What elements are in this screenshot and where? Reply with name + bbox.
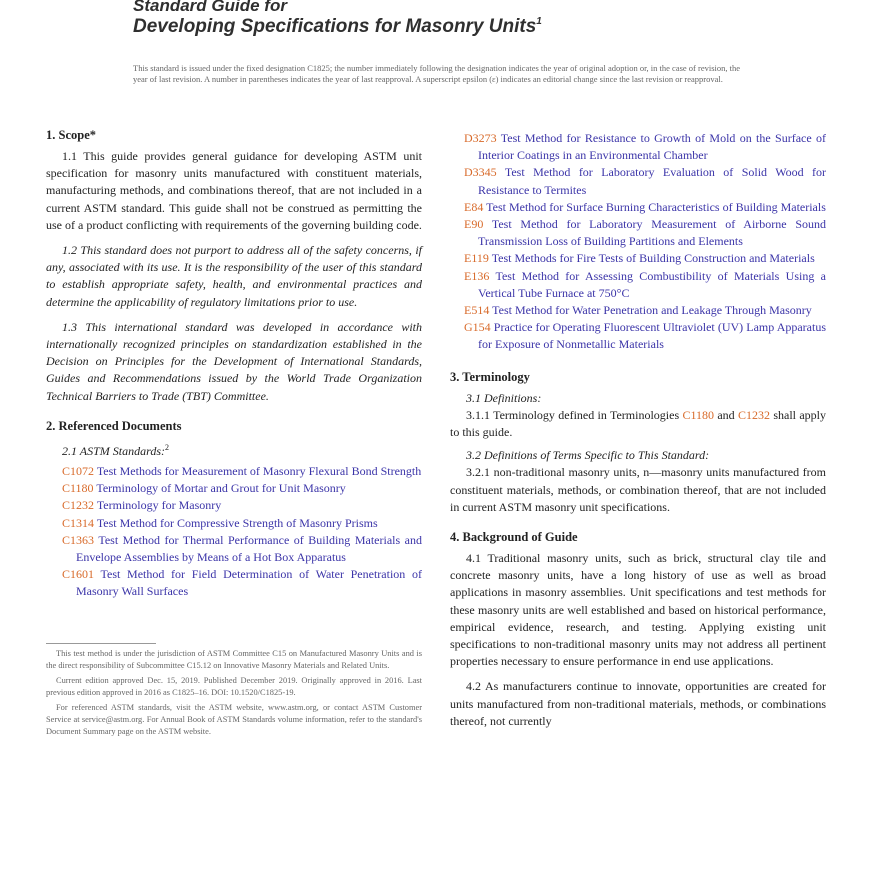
ref-item[interactable] (464, 130, 826, 164)
ref-code[interactable]: E136 (464, 268, 490, 283)
designation-note: This standard is issued under the fixed designation C1825; the number immediately following the designation indicates the year of original adoption or, in the case of revision, the year of last revision. A number in parentheses indicates the year of last reapproval. A superscript epsilon (ε) indicates an editorial change since the last revision or reapproval. (133, 63, 741, 85)
footnote-1-edition: Current edition approved Dec. 15, 2019. Published December 2019. Originally approved in 2016. Last previous edition approved in 2016 as C1825–16. DOI: 10.1520/C1825-19. (46, 675, 422, 697)
ref-code[interactable]: C1072 (62, 464, 95, 479)
scope-paragraph-2: 1.2 This standard does not purport to address all of the safety concerns, if any, associated with its use. It is the responsibility of the user of this standard to establish appropriate safety, health, and environmental practices and determine the applicability of regulatory limitations prior to use. (46, 243, 422, 309)
scope-paragraph-1: 1.1 This guide provides general guidance for developing ASTM unit specification for masonry units manufactured with constituent materials, manufacturing methods, and combinations thereof, that are not included in a current ASTM standard. This guide shall not be construed as permitting the use of a product conflicting with requirements of the governing building code. (46, 149, 422, 232)
ref-item[interactable] (464, 302, 826, 319)
ref-title[interactable]: Test Methods for Fire Tests of Building Construction and Materials (491, 251, 815, 266)
scope-paragraph-3: 1.3 This international standard was developed in accordance with internationally recognized principles on standardization established in the Decision on Principles for the Development of International Standards, Guides and Recommendations issued by the World Trade Organization Technical Barriers to Trade (TBT) Committee. (46, 319, 422, 403)
ref-title[interactable]: Practice for Operating Fluorescent Ultraviolet (UV) Lamp Apparatus for Exposure of Nonmetallic Materials (478, 320, 827, 352)
title-footnote-marker: 1 (536, 15, 542, 27)
ref-item[interactable] (62, 463, 422, 480)
ref-title[interactable]: Test Method for Laboratory Evaluation of Solid Wood for Resistance to Termites (478, 165, 826, 197)
ref-code[interactable]: E90 (464, 217, 484, 232)
terminology-link-c1180[interactable]: C1180 (682, 407, 715, 422)
ref-item[interactable] (62, 480, 422, 497)
ref-code[interactable]: E119 (464, 251, 489, 266)
ref-code[interactable]: E514 (464, 303, 490, 318)
ref-item[interactable] (464, 216, 826, 250)
ref-title[interactable]: Test Methods for Measurement of Masonry Flexural Bond Strength (96, 464, 422, 479)
footnote-2: For referenced ASTM standards, visit the ASTM website, www.astm.org, or contact ASTM Customer Service at service@astm.org. For Annual Book of ASTM Standards volume information, refer to the standard's Document Summary page on the ASTM website. (46, 702, 422, 736)
ref-code[interactable]: C1232 (62, 498, 95, 513)
astm-standards-sup: 2 (165, 442, 170, 452)
terminology-paragraph-321: 3.2.1 non-traditional masonry units, n—masonry units manufactured from constituent materials, methods, or combination thereof, that are not included in current ASTM masonry unit specifications. (450, 465, 826, 514)
ref-code[interactable]: C1180 (62, 481, 94, 496)
right-column (450, 130, 826, 738)
terminology-link-c1232[interactable]: C1232 (738, 407, 771, 422)
ref-item[interactable] (62, 497, 422, 514)
terminology-311-mid: and (714, 407, 739, 422)
ref-code[interactable]: D3273 (464, 131, 497, 145)
astm-standards-label (62, 439, 422, 460)
ref-code[interactable]: C1363 (62, 532, 95, 547)
title-line-1: Standard Guide for (133, 0, 287, 15)
background-paragraph-1: 4.1 Traditional masonry units, such as brick, structural clay tile and concrete masonry units, have a long history of use as well as broad applications in masonry assemblies. Unit specifications and test methods for these masonry units are well established and based on historical performance, empirical evidence, research, and testing. Applying existing unit specifications to non-traditional masonry units may not address all pertinent properties necessary to ensure performance in end use applications. (450, 551, 826, 669)
terminology-311-pre: 3.1.1 Terminology defined in Terminologies (466, 407, 683, 422)
ref-code[interactable]: C1601 (62, 567, 95, 582)
ref-title[interactable]: Test Method for Field Determination of Water Penetration of Masonry Wall Surfaces (76, 567, 422, 599)
ref-item[interactable] (464, 319, 826, 353)
ref-item[interactable] (62, 566, 422, 600)
ref-title[interactable]: Test Method for Thermal Performance of Building Materials and Envelope Assemblies by Means of a Hot Box Apparatus (76, 532, 422, 565)
ref-title[interactable]: Terminology for Masonry (96, 498, 222, 513)
footnote-divider (46, 643, 156, 644)
ref-item[interactable] (464, 164, 826, 198)
ref-code[interactable]: G154 (464, 320, 491, 335)
ref-code[interactable]: E84 (464, 199, 484, 214)
ref-item[interactable] (62, 515, 422, 532)
ref-item[interactable] (62, 532, 422, 566)
section-referenced-heading: 2. Referenced Documents (46, 418, 182, 433)
section-scope-heading: 1. Scope* (46, 128, 96, 142)
ref-item[interactable] (464, 268, 826, 302)
ref-title[interactable]: Test Method for Laboratory Measurement of Airborne Sound Transmission Loss of Building Partitions and Elements (478, 217, 826, 249)
section-background-heading: 4. Background of Guide (450, 530, 578, 545)
ref-title[interactable]: Test Method for Surface Burning Characteristics of Building Materials (486, 199, 826, 214)
title-block (133, 0, 753, 37)
left-column (46, 128, 422, 741)
section-terminology-heading: 3. Terminology (450, 369, 530, 384)
title-line-2: Developing Specifications for Masonry Units (133, 15, 537, 37)
terminology-specific-terms: 3.2 Definitions of Terms Specific to This Standard: (466, 448, 710, 463)
ref-title[interactable]: Test Method for Assessing Combustibility of Materials Using a Vertical Tube Furnace at 750°C (478, 268, 826, 300)
astm-standards-text: 2.1 ASTM Standards: (62, 443, 166, 458)
ref-code[interactable]: C1314 (62, 515, 95, 530)
document-title (133, 16, 753, 38)
ref-title[interactable]: Test Method for Resistance to Growth of Mold on the Surface of Interior Coatings in an Environmental Chamber (478, 131, 826, 163)
ref-code[interactable]: D3345 (464, 165, 497, 180)
footnote-1: This test method is under the jurisdiction of ASTM Committee C15 on Manufactured Masonry Units and is the direct responsibility of Subcommittee C15.12 on Innovative Masonry Materials and Related Units. (46, 648, 422, 670)
ref-title[interactable]: Test Method for Water Penetration and Leakage Through Masonry (492, 303, 812, 318)
ref-item[interactable] (464, 199, 826, 216)
ref-title[interactable]: Test Method for Compressive Strength of Masonry Prisms (96, 515, 378, 530)
background-paragraph-2: 4.2 As manufacturers continue to innovate, opportunities are created for units manufactured from non-traditional materials, methods, or combinations thereof, not currently (450, 679, 826, 728)
ref-item[interactable] (464, 250, 826, 267)
terminology-paragraph-311 (450, 407, 826, 441)
terminology-definitions: 3.1 Definitions: (466, 390, 542, 405)
ref-title[interactable]: Terminology of Mortar and Grout for Unit Masonry (96, 481, 346, 496)
terminology-311-post: shall apply to this guide. (450, 407, 827, 440)
